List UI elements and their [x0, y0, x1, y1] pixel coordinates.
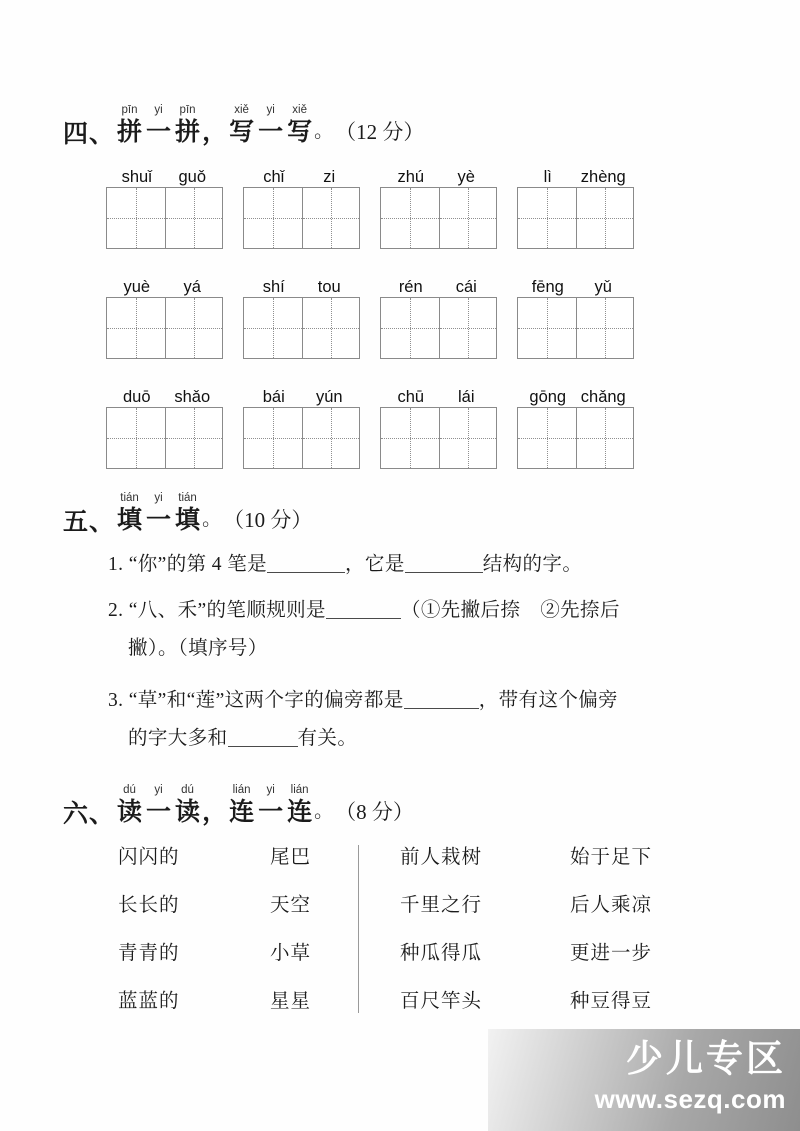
question-text: ，它是: [345, 554, 405, 575]
tianzige-cell[interactable]: [381, 408, 439, 468]
tianzige-cell[interactable]: [439, 298, 497, 358]
grid-block: [517, 385, 634, 469]
pinyin-syllable: yá: [183, 278, 201, 296]
match-item[interactable]: 闪闪的: [118, 847, 180, 868]
match-item[interactable]: 天空: [270, 895, 312, 916]
section-number-six: 六、: [63, 799, 116, 828]
pinyin: dú: [181, 784, 194, 796]
grid-pinyin-row: [517, 385, 634, 407]
pinyin: tián: [178, 492, 197, 504]
pinyin-syllable: bái: [262, 388, 285, 406]
period: 。: [314, 121, 334, 142]
watermark-brand: 少儿专区: [626, 1037, 786, 1080]
ruby-char: [229, 784, 254, 826]
pinyin: yi: [154, 784, 163, 796]
tianzige-boxes[interactable]: [243, 187, 360, 249]
pinyin: yi: [154, 104, 163, 116]
question-number: 1.: [108, 554, 124, 575]
pinyin: xiě: [234, 104, 249, 116]
question-text: 撇）。（填序号）: [128, 638, 268, 659]
hanzi: 一: [258, 797, 284, 826]
pinyin: lián: [290, 784, 309, 796]
ruby-char: [229, 104, 254, 146]
pinyin-syllable: zhèng: [580, 168, 626, 186]
tianzige-cell[interactable]: [244, 188, 302, 248]
comma: ，: [202, 797, 228, 826]
section-number-four: 四、: [63, 119, 116, 148]
hanzi: 填: [117, 505, 143, 534]
hanzi: 一: [258, 117, 284, 146]
pinyin-syllable: yuè: [123, 278, 151, 296]
hanzi: 连: [287, 797, 313, 826]
tianzige-boxes[interactable]: [243, 297, 360, 359]
hanzi: 一: [146, 505, 172, 534]
question-2-line2: [128, 636, 268, 662]
question-text: （①先撇后捺 ②先捺后: [400, 600, 620, 621]
grid-pinyin-row: [106, 385, 223, 407]
match-item[interactable]: 后人乘凉: [570, 895, 653, 916]
grid-block: [243, 275, 360, 359]
pinyin-syllable: rén: [398, 278, 423, 296]
grid-pinyin-row: [380, 385, 497, 407]
question-text: 结构的字。: [482, 554, 583, 575]
match-item[interactable]: 星星: [270, 991, 312, 1012]
pinyin: yi: [266, 784, 275, 796]
grid-pinyin-row: [106, 165, 223, 187]
tianzige-cell[interactable]: [107, 298, 165, 358]
pinyin: yi: [154, 492, 163, 504]
tianzige-cell[interactable]: [381, 298, 439, 358]
pinyin-syllable: yǔ: [594, 278, 612, 296]
answer-blank[interactable]: [267, 572, 345, 573]
period: 。: [314, 801, 334, 822]
tianzige-boxes[interactable]: [517, 187, 634, 249]
match-item[interactable]: 千里之行: [400, 895, 483, 916]
comma: ，: [202, 117, 228, 146]
ruby-char: [287, 104, 312, 146]
grid-block: [106, 275, 223, 359]
watermark-banner: [488, 1029, 800, 1131]
pinyin-syllable: shí: [262, 278, 285, 296]
hanzi: 读: [117, 797, 143, 826]
pinyin-syllable: lái: [457, 388, 475, 406]
tianzige-cell[interactable]: [381, 188, 439, 248]
hanzi: 写: [287, 117, 313, 146]
pinyin: yi: [266, 104, 275, 116]
pinyin-syllable: yún: [315, 388, 343, 406]
match-item[interactable]: 青青的: [118, 943, 180, 964]
pinyin-syllable: yè: [457, 168, 475, 186]
grid-pinyin-row: [243, 165, 360, 187]
tianzige-cell[interactable]: [302, 298, 360, 358]
pinyin-syllable: lì: [543, 168, 552, 186]
tianzige-cell[interactable]: [439, 188, 497, 248]
ruby-char: [117, 784, 142, 826]
grid-block: [380, 275, 497, 359]
question-1: [108, 552, 582, 578]
section-six-title-part1: [115, 784, 202, 826]
match-item[interactable]: 种瓜得瓜: [400, 943, 483, 964]
answer-blank[interactable]: [228, 746, 298, 747]
match-item[interactable]: 更进一步: [570, 943, 653, 964]
question-number: 2.: [108, 600, 124, 621]
grid-block: [517, 275, 634, 359]
watermark-url: www.sezq.com: [594, 1084, 786, 1114]
pinyin-syllable: duō: [122, 388, 151, 406]
section-heading-five: [63, 492, 312, 534]
grid-block: [106, 165, 223, 249]
grid-pinyin-row: [380, 275, 497, 297]
tianzige-cell[interactable]: [165, 408, 223, 468]
tianzige-boxes[interactable]: [517, 297, 634, 359]
tianzige-boxes[interactable]: [380, 187, 497, 249]
matching-divider: [358, 845, 359, 1013]
match-item[interactable]: 种豆得豆: [570, 991, 653, 1012]
tianzige-cell[interactable]: [576, 298, 634, 358]
match-item[interactable]: 尾巴: [270, 847, 312, 868]
section-five-score: （10 分）: [223, 508, 313, 532]
match-item[interactable]: 百尺竿头: [400, 991, 483, 1012]
pinyin-syllable: fēng: [531, 278, 564, 296]
section-four-title-part2: [227, 104, 314, 146]
ruby-char: [117, 104, 142, 146]
hanzi: 拼: [175, 117, 201, 146]
section-four-title-part1: [115, 104, 202, 146]
tianzige-cell[interactable]: [107, 188, 165, 248]
hanzi: 拼: [117, 117, 143, 146]
pinyin: pīn: [179, 104, 196, 116]
grid-pinyin-row: [243, 385, 360, 407]
tianzige-boxes[interactable]: [380, 407, 497, 469]
ruby-char: [146, 492, 171, 534]
question-text: ，带有这个偏旁: [478, 690, 619, 711]
tianzige-boxes[interactable]: [380, 297, 497, 359]
ruby-char: [258, 104, 283, 146]
tianzige-cell[interactable]: [107, 408, 165, 468]
pinyin: tián: [120, 492, 139, 504]
tianzige-cell[interactable]: [576, 408, 634, 468]
tianzige-cell[interactable]: [244, 298, 302, 358]
section-six-title-part2: [227, 784, 314, 826]
ruby-char: [175, 784, 200, 826]
pinyin-syllable: zhú: [397, 168, 425, 186]
hanzi: 一: [146, 797, 172, 826]
match-item[interactable]: 小草: [270, 943, 312, 964]
question-text: 的字大多和: [128, 728, 228, 749]
section-six-score: （8 分）: [335, 800, 414, 824]
hanzi: 一: [146, 117, 172, 146]
grid-block: [380, 385, 497, 469]
pinyin-syllable: shuǐ: [121, 168, 152, 186]
question-text: “草”和“莲”这两个字的偏旁都是: [128, 690, 404, 711]
tianzige-boxes[interactable]: [106, 297, 223, 359]
tianzige-cell[interactable]: [165, 298, 223, 358]
pinyin-syllable: tou: [317, 278, 341, 296]
pinyin-syllable: shǎo: [174, 388, 211, 406]
pinyin-syllable: chū: [397, 388, 425, 406]
ruby-char: [258, 784, 283, 826]
grid-pinyin-row: [517, 165, 634, 187]
ruby-char: [175, 492, 200, 534]
section-five-title: [115, 492, 202, 534]
tianzige-cell[interactable]: [165, 188, 223, 248]
pinyin-syllable: cái: [455, 278, 477, 296]
pinyin: dú: [123, 784, 136, 796]
grid-pinyin-row: [517, 275, 634, 297]
pinyin: pīn: [121, 104, 138, 116]
section-number-five: 五、: [63, 507, 116, 536]
question-text: “你”的第 4 笔是: [128, 554, 268, 575]
grid-block: [517, 165, 634, 249]
pinyin-syllable: chǐ: [263, 168, 285, 186]
tianzige-cell[interactable]: [244, 408, 302, 468]
answer-blank[interactable]: [404, 708, 479, 709]
question-text: 有关。: [297, 728, 358, 749]
question-text: “八、禾”的笔顺规则是: [128, 600, 326, 621]
tianzige-cell[interactable]: [302, 408, 360, 468]
ruby-char: [175, 104, 200, 146]
tianzige-cell[interactable]: [439, 408, 497, 468]
pinyin-syllable: zi: [323, 168, 336, 186]
pinyin: lián: [232, 784, 251, 796]
tianzige-boxes[interactable]: [243, 407, 360, 469]
grid-block: [243, 385, 360, 469]
tianzige-cell[interactable]: [576, 188, 634, 248]
pinyin-syllable: chǎng: [580, 388, 626, 406]
pinyin-syllable: gōng: [529, 388, 567, 406]
grid-pinyin-row: [380, 165, 497, 187]
tianzige-cell[interactable]: [518, 408, 576, 468]
tianzige-cell[interactable]: [518, 298, 576, 358]
match-item[interactable]: 始于足下: [570, 847, 653, 868]
question-number: 3.: [108, 690, 124, 711]
grid-pinyin-row: [243, 275, 360, 297]
hanzi: 填: [175, 505, 201, 534]
answer-blank[interactable]: [405, 572, 483, 573]
question-3: [108, 688, 618, 714]
pinyin-syllable: guǒ: [178, 168, 207, 186]
grid-block: [106, 385, 223, 469]
section-heading-six: [63, 784, 414, 826]
question-3-line2: [128, 726, 357, 752]
ruby-char: [146, 784, 171, 826]
tianzige-cell[interactable]: [518, 188, 576, 248]
period: 。: [202, 509, 222, 530]
question-2: [108, 598, 620, 624]
hanzi: 连: [229, 797, 255, 826]
section-heading-four: [63, 104, 424, 146]
match-item[interactable]: 蓝蓝的: [118, 991, 180, 1012]
hanzi: 读: [175, 797, 201, 826]
ruby-char: [146, 104, 171, 146]
ruby-char: [117, 492, 142, 534]
grid-block: [380, 165, 497, 249]
match-item[interactable]: 长长的: [118, 895, 180, 916]
tianzige-boxes[interactable]: [517, 407, 634, 469]
grid-block: [243, 165, 360, 249]
pinyin: xiě: [292, 104, 307, 116]
hanzi: 写: [229, 117, 255, 146]
grid-pinyin-row: [106, 275, 223, 297]
match-item[interactable]: 前人栽树: [400, 847, 483, 868]
section-four-score: （12 分）: [335, 120, 425, 144]
tianzige-boxes[interactable]: [106, 187, 223, 249]
tianzige-cell[interactable]: [302, 188, 360, 248]
answer-blank[interactable]: [326, 618, 401, 619]
tianzige-boxes[interactable]: [106, 407, 223, 469]
ruby-char: [287, 784, 312, 826]
